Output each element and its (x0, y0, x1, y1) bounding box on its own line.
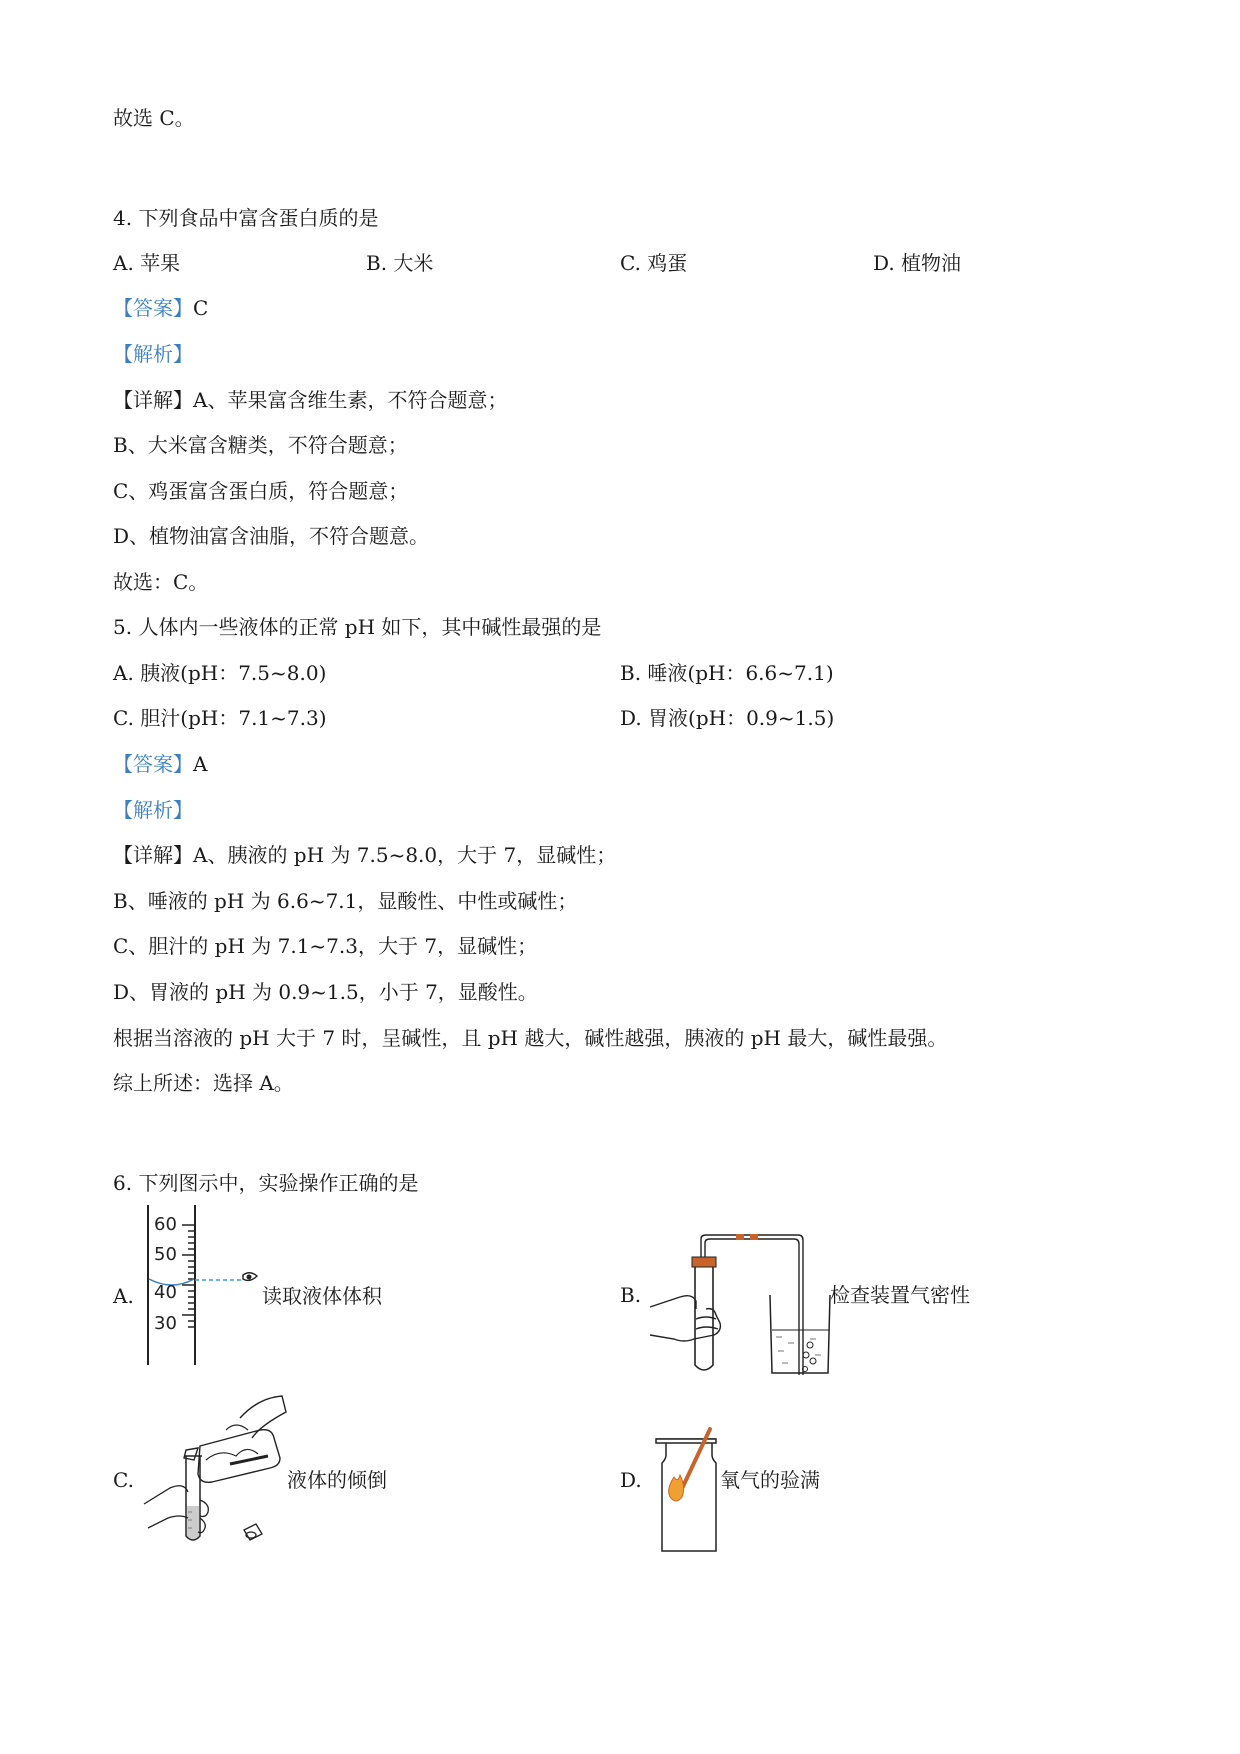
q5-detail-line-1 (113, 840, 616, 870)
q4-option-c: C. 鸡蛋 (620, 251, 688, 275)
q4-option-b: B. 大米 (366, 251, 434, 275)
airtightness-apparatus-figure (650, 1235, 830, 1375)
q5-answer: A (193, 752, 208, 776)
q5-detail-line-2: B、唾液的 pH 为 6.6~7.1，显酸性、中性或碱性； (113, 889, 578, 913)
pouring-liquid-figure (140, 1378, 300, 1548)
q5-detail-line-3: C、胆汁的 pH 为 7.1~7.3，大于 7，显碱性； (113, 934, 538, 958)
q4-detail-line-4: D、植物油富含油脂，不符合题意。 (113, 524, 430, 548)
q4-answer: C (193, 296, 209, 320)
q6-option-a-letter: A. (113, 1284, 134, 1308)
q6-option-d-letter: D. (620, 1468, 642, 1492)
q5-answer-line (113, 749, 207, 779)
q4-detail-tag: 【详解】 (113, 388, 193, 412)
q5-option-b: B. 唾液(pH：6.6~7.1) (620, 661, 834, 685)
scale-label-50: 50 (154, 1244, 177, 1265)
test-tube-icon (184, 1456, 202, 1540)
bottle-stopper-icon (244, 1524, 262, 1540)
q5-option-c: C. 胆汁(pH：7.1~7.3) (113, 706, 327, 730)
q5-option-a: A. 胰液(pH：7.5~8.0) (113, 661, 327, 685)
q4-detail-line-2: B、大米富含糖类，不符合题意； (113, 433, 408, 457)
scale-label-60: 60 (154, 1214, 177, 1235)
q5-stem: 5. 人体内一些液体的正常 pH 如下，其中碱性最强的是 (113, 615, 602, 639)
q5-analysis-tag: 【解析】 (113, 798, 193, 822)
scale-label-30: 30 (154, 1313, 177, 1334)
q4-option-a: A. 苹果 (113, 251, 181, 275)
q6-option-d-caption: 氧气的验满 (720, 1468, 820, 1492)
q4-stem: 4. 下列食品中富含蛋白质的是 (113, 206, 379, 230)
hand-icon (650, 1296, 720, 1341)
q5-option-d: D. 胃液(pH：0.9~1.5) (620, 706, 835, 730)
q6-option-c-caption: 液体的倾倒 (287, 1468, 387, 1492)
q4-conclusion: 故选：C。 (113, 570, 209, 594)
q6-option-a-caption: 读取液体体积 (262, 1284, 382, 1308)
q4-answer-tag: 【答案】 (113, 296, 193, 320)
q6-stem: 6. 下列图示中，实验操作正确的是 (113, 1171, 419, 1195)
q5-detail-line-4: D、胃液的 pH 为 0.9~1.5，小于 7，显酸性。 (113, 980, 538, 1004)
q4-detail-text: A、苹果富含维生素，不符合题意； (193, 388, 508, 412)
q3-conclusion: 故选 C。 (113, 106, 195, 130)
gas-jar-icon (656, 1439, 716, 1551)
q6-option-b-letter: B. (620, 1283, 642, 1307)
q4-option-d: D. 植物油 (873, 251, 962, 275)
q6-option-b-caption: 检查装置气密性 (830, 1283, 970, 1307)
q5-detail-tag: 【详解】 (113, 843, 193, 867)
q5-answer-tag: 【答案】 (113, 752, 193, 776)
q4-detail-line-1 (113, 385, 507, 415)
graduated-cylinder-figure (140, 1205, 270, 1365)
scale-label-40: 40 (154, 1282, 177, 1303)
q5-detail-text: A、胰液的 pH 为 7.5~8.0，大于 7，显碱性； (193, 843, 617, 867)
eye-icon (243, 1273, 257, 1281)
q4-answer-line (113, 293, 208, 323)
q4-detail-line-3: C、鸡蛋富含蛋白质，符合题意； (113, 479, 409, 503)
q5-detail-line-5: 根据当溶液的 pH 大于 7 时，呈碱性，且 pH 越大，碱性越强，胰液的 pH 最大，碱性最强。 (113, 1026, 948, 1050)
q5-detail-line-6: 综上所述：选择 A。 (113, 1071, 294, 1095)
q6-option-c-letter: C. (113, 1468, 134, 1492)
q4-analysis-tag: 【解析】 (113, 342, 193, 366)
